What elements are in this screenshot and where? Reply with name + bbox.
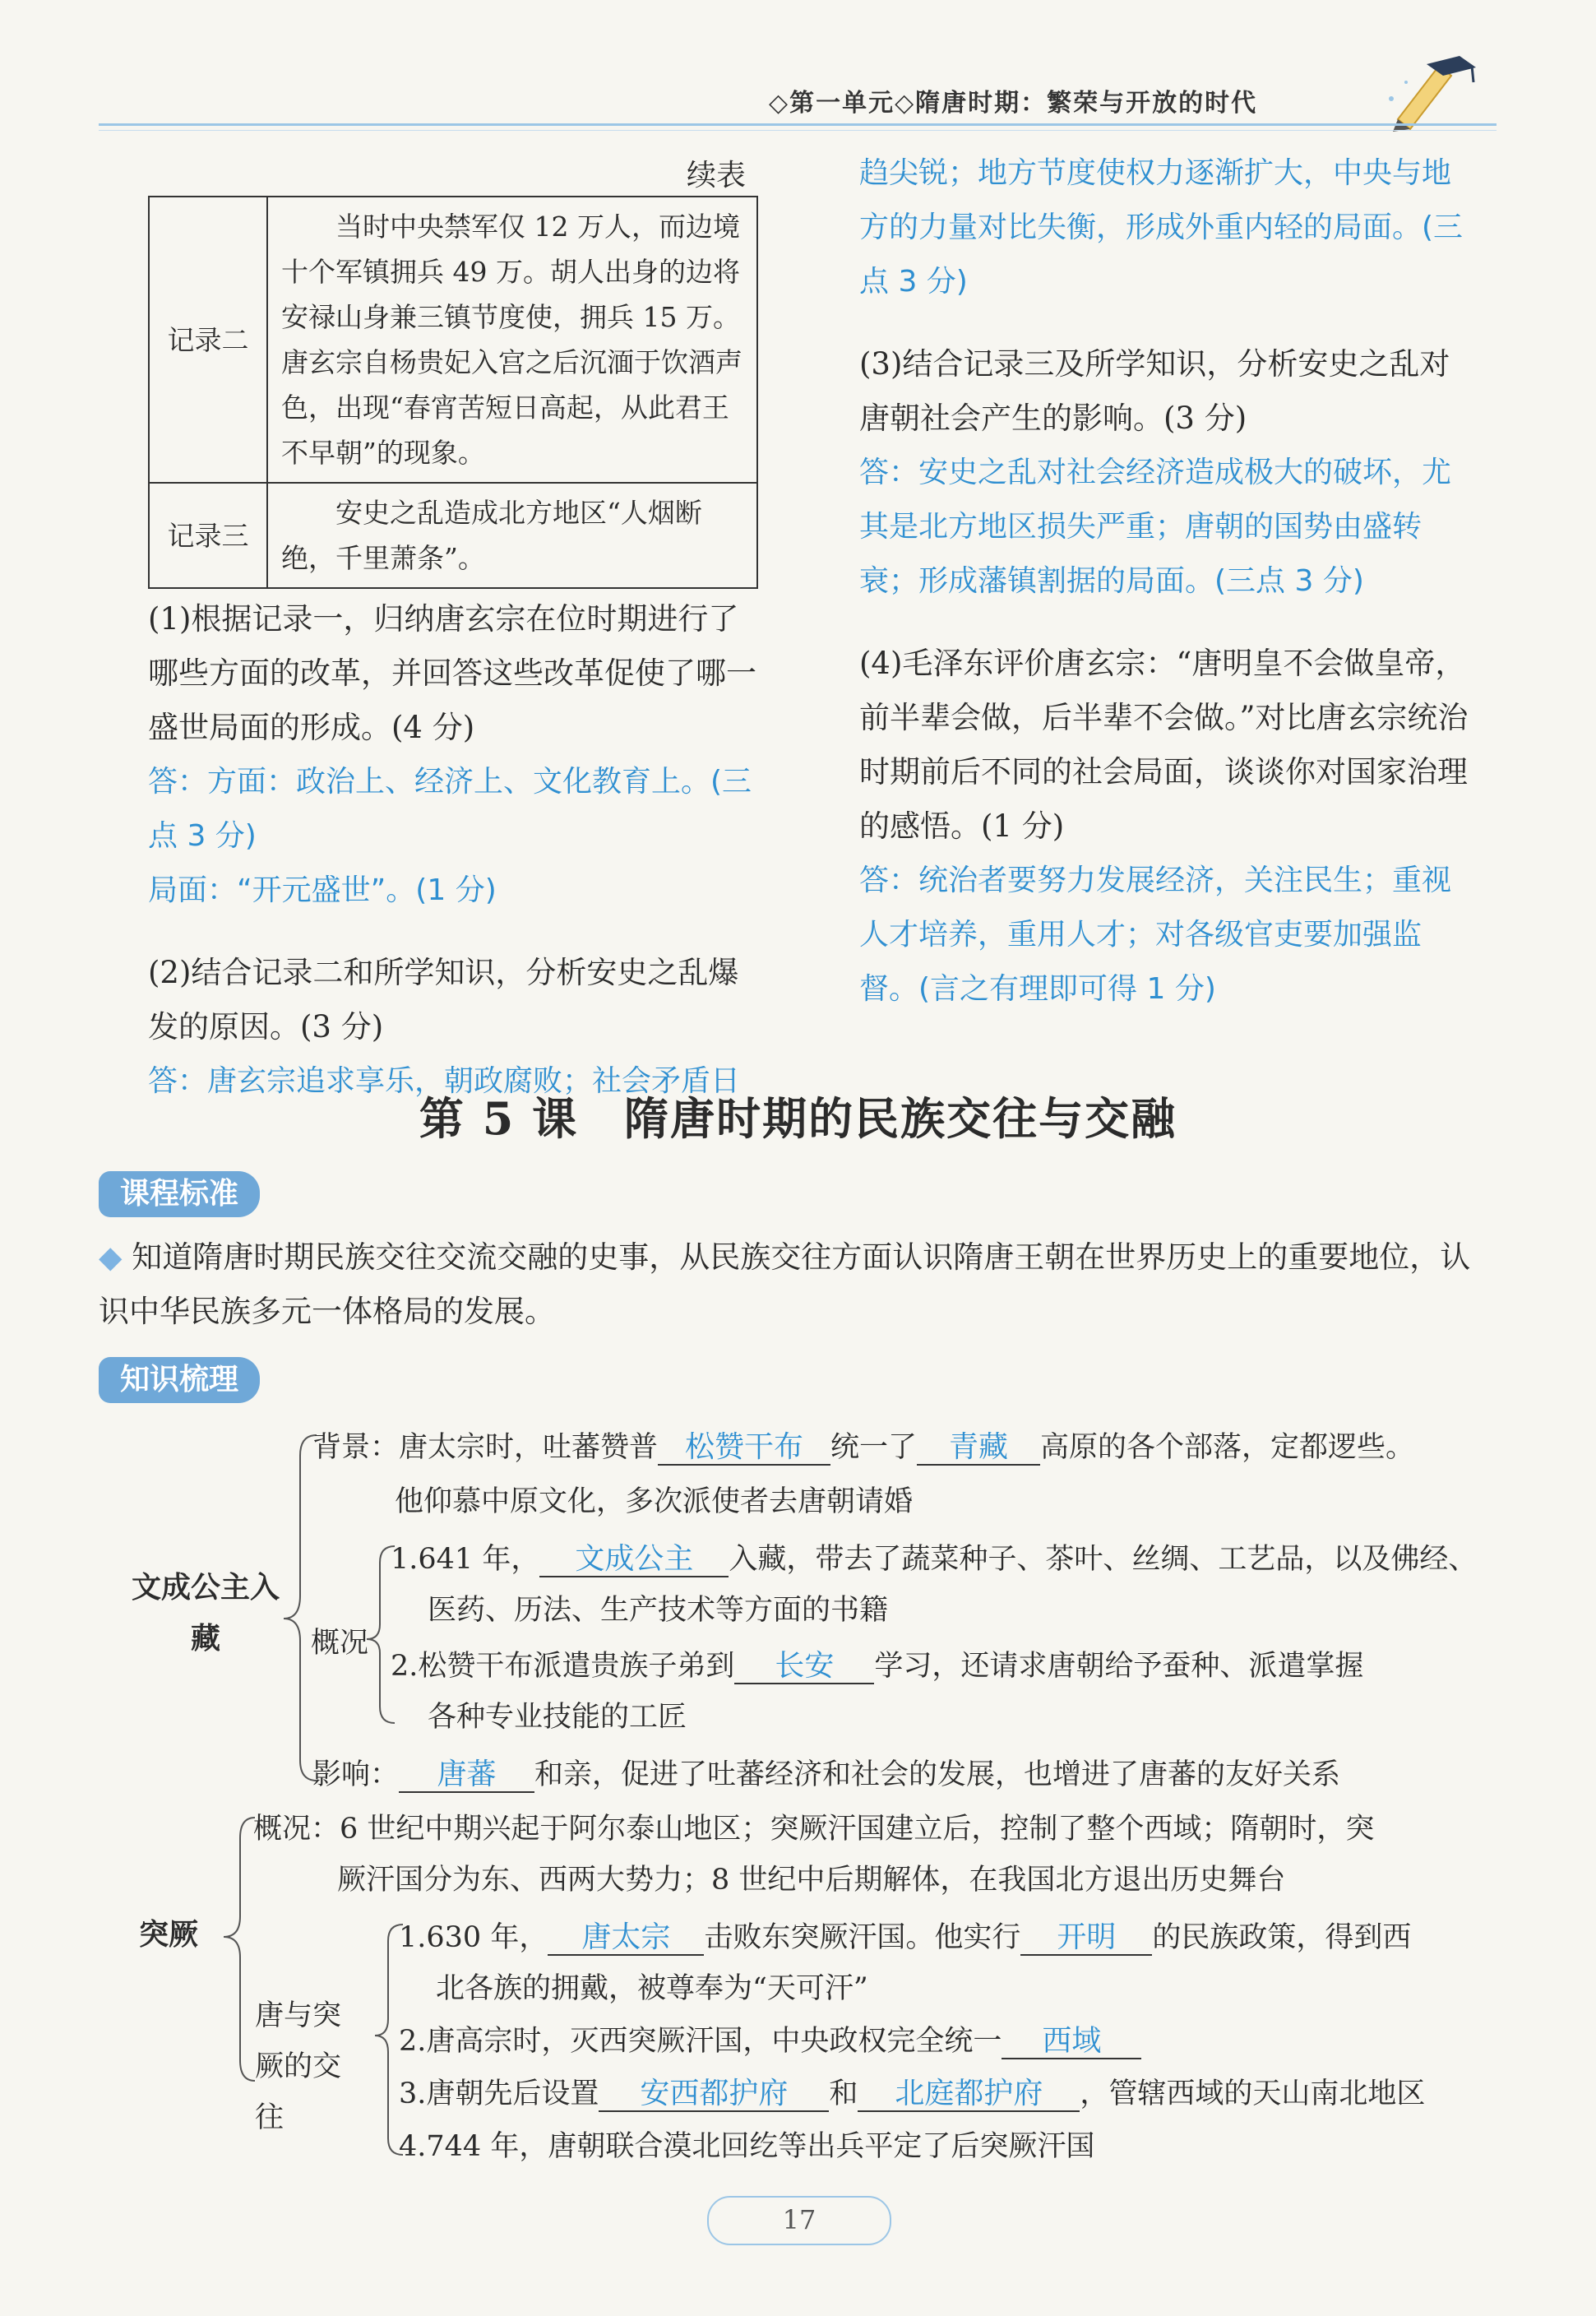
text: 2.唐高宗时，灭西突厥汗国，中央政权完全统一 [399, 2025, 1002, 2058]
question-1-prompt: (1)根据记录一，归纳唐玄宗在位时期进行了哪些方面的改革，并回答这些改革促使了哪一盛世局面的形成。(4 分) [148, 601, 756, 745]
wencheng-background-line2: 他仰慕中原文化，多次派使者去唐朝请婚 [395, 1485, 914, 1518]
tujue-relation-1-line2: 北各族的拥戴，被尊奉为“天可汗” [436, 1972, 868, 2005]
question-2-answer-cont: 趋尖锐；地方节度使权力逐渐扩大，中央与地方的力量对比失衡，形成外重内轻的局面。(三点 3 分) [859, 156, 1464, 299]
fill-blank: 松赞干布 [658, 1431, 830, 1466]
fill-blank: 文成公主 [539, 1543, 729, 1577]
wencheng-overview-1-line2: 医药、历法、生产技术等方面的书籍 [428, 1594, 889, 1627]
table-caption: 续表 [687, 159, 747, 192]
fill-blank: 青藏 [917, 1431, 1040, 1466]
fill-blank: 长安 [734, 1650, 874, 1684]
record-text: 当时中央禁军仅 12 万人，而边境十个军镇拥兵 49 万。胡人出身的边将安禄山身兼三镇节度使，拥兵 15 万。唐玄宗自杨贵妃入宫之后沉湎于饮酒声色，出现“春宵苦短日高起，从此君王不早朝”的现象。 [267, 197, 757, 483]
fill-blank: 开明 [1020, 1921, 1152, 1956]
text: 学习，还请求唐朝给予蚕种、派遣掌握 [874, 1650, 1364, 1683]
question-1-answer-2: 局面：“开元盛世”。(1 分) [148, 873, 497, 907]
diamond-bullet-icon: ◆ [99, 1239, 132, 1275]
question-3-prompt: (3)结合记录三及所学知识，分析安史之乱对唐朝社会产生的影响。(3 分) [859, 346, 1450, 436]
tujue-relation-label: 唐与突厥的交往 [255, 1999, 342, 2134]
standard-text: 知道隋唐时期民族交往交流交融的史事，从民族交往方面认识隋唐王朝在世界历史上的重要地位，认识中华民族多元一体格局的发展。 [99, 1239, 1471, 1329]
lesson-title: 第 5 课 隋唐时期的民族交往与交融 [419, 1092, 1177, 1145]
fill-blank: 西域 [1002, 2025, 1141, 2059]
page-number: 17 [707, 2196, 891, 2245]
text: 和亲，促进了吐蕃经济和社会的发展，也增进了唐蕃的友好关系 [534, 1758, 1341, 1791]
header-title: ◇第一单元◇隋唐时期：繁荣与开放的时代 [769, 89, 1258, 118]
text: 击败东突厥汗国。他实行 [704, 1921, 1021, 1954]
mindmap-node-wencheng: 文成公主入藏 [131, 1571, 280, 1656]
fill-blank: 唐太宗 [548, 1921, 704, 1956]
fill-blank: 安西都护府 [599, 2077, 829, 2112]
tujue-relation-2 [399, 2018, 1141, 2059]
text: 和 [829, 2077, 858, 2110]
question-1-answer: 答：方面：政治上、经济上、文化教育上。(三点 3 分) [148, 765, 752, 853]
tujue-overview: 概况：6 世纪中期兴起于阿尔泰山地区；突厥汗国建立后，控制了整个西域；隋朝时，突 [253, 1813, 1375, 1846]
tujue-relation-1 [399, 1915, 1411, 1956]
text: 1.641 年， [391, 1543, 540, 1576]
fill-blank: 唐蕃 [399, 1758, 534, 1793]
knowledge-review-badge: 知识梳理 [99, 1357, 260, 1403]
wencheng-background [312, 1424, 1414, 1466]
question-2-prompt: (2)结合记录二和所学知识，分析安史之乱爆发的原因。(3 分) [148, 955, 739, 1045]
record-text: 安史之乱造成北方地区“人烟断绝，千里萧条”。 [267, 483, 757, 588]
mindmap-node-tujue: 突厥 [138, 1918, 198, 1952]
fill-blank: 北庭都护府 [858, 2077, 1080, 2112]
wencheng-impact [312, 1752, 1340, 1793]
text: 背景：唐太宗时，吐蕃赞普 [312, 1431, 659, 1464]
text: 1.630 年， [399, 1921, 548, 1954]
tujue-relation-4: 4.744 年，唐朝联合漠北回纥等出兵平定了后突厥汗国 [399, 2130, 1095, 2163]
text: 的民族政策，得到西 [1152, 1921, 1412, 1954]
curriculum-standard-badge: 课程标准 [99, 1171, 260, 1217]
tujue-relation-3 [399, 2071, 1425, 2112]
record-label: 记录二 [149, 197, 267, 483]
text: 高原的各个部落，定都逻些。 [1040, 1431, 1415, 1464]
text: 影响： [312, 1758, 400, 1791]
text: ，管辖西域的天山南北地区 [1080, 2077, 1426, 2110]
question-2-answer: 答：唐玄宗追求享乐，朝政腐败；社会矛盾日 [148, 1064, 741, 1098]
text: 入藏，带去了蔬菜种子、茶叶、丝绸、工艺品，以及佛经、 [729, 1543, 1478, 1576]
wencheng-overview-2-line2: 各种专业技能的工匠 [428, 1701, 687, 1734]
wencheng-overview-2 [391, 1643, 1363, 1684]
wencheng-overview-1 [391, 1536, 1477, 1577]
brace-tujue [224, 1818, 255, 2081]
wencheng-overview-label: 概况 [311, 1627, 369, 1660]
question-4-answer: 答：统治者要努力发展经济，关注民生；重视人才培养，重用人才；对各级官吏要加强监督。(言之有理即可得 1 分) [859, 864, 1452, 1006]
record-label: 记录三 [149, 483, 267, 588]
text: 2.松赞干布派遣贵族子弟到 [391, 1650, 735, 1683]
question-4-prompt: (4)毛泽东评价唐玄宗：“唐明皇不会做皇帝，前半辈会做，后半辈不会做。”对比唐玄宗统治时期前后不同的社会局面，谈谈你对国家治理的感悟。(1 分) [859, 646, 1469, 844]
text: 统一了 [830, 1431, 918, 1464]
brace-wencheng [284, 1435, 317, 1781]
text: 3.唐朝先后设置 [399, 2077, 599, 2110]
question-3-answer: 答：安史之乱对社会经济造成极大的破坏，尤其是北方地区损失严重；唐朝的国势由盛转衰；形成藩镇割据的局面。(三点 3 分) [859, 456, 1452, 598]
tujue-overview-line2: 厥汗国分为东、西两大势力；8 世纪中后期解体，在我国北方退出历史舞台 [337, 1864, 1286, 1897]
